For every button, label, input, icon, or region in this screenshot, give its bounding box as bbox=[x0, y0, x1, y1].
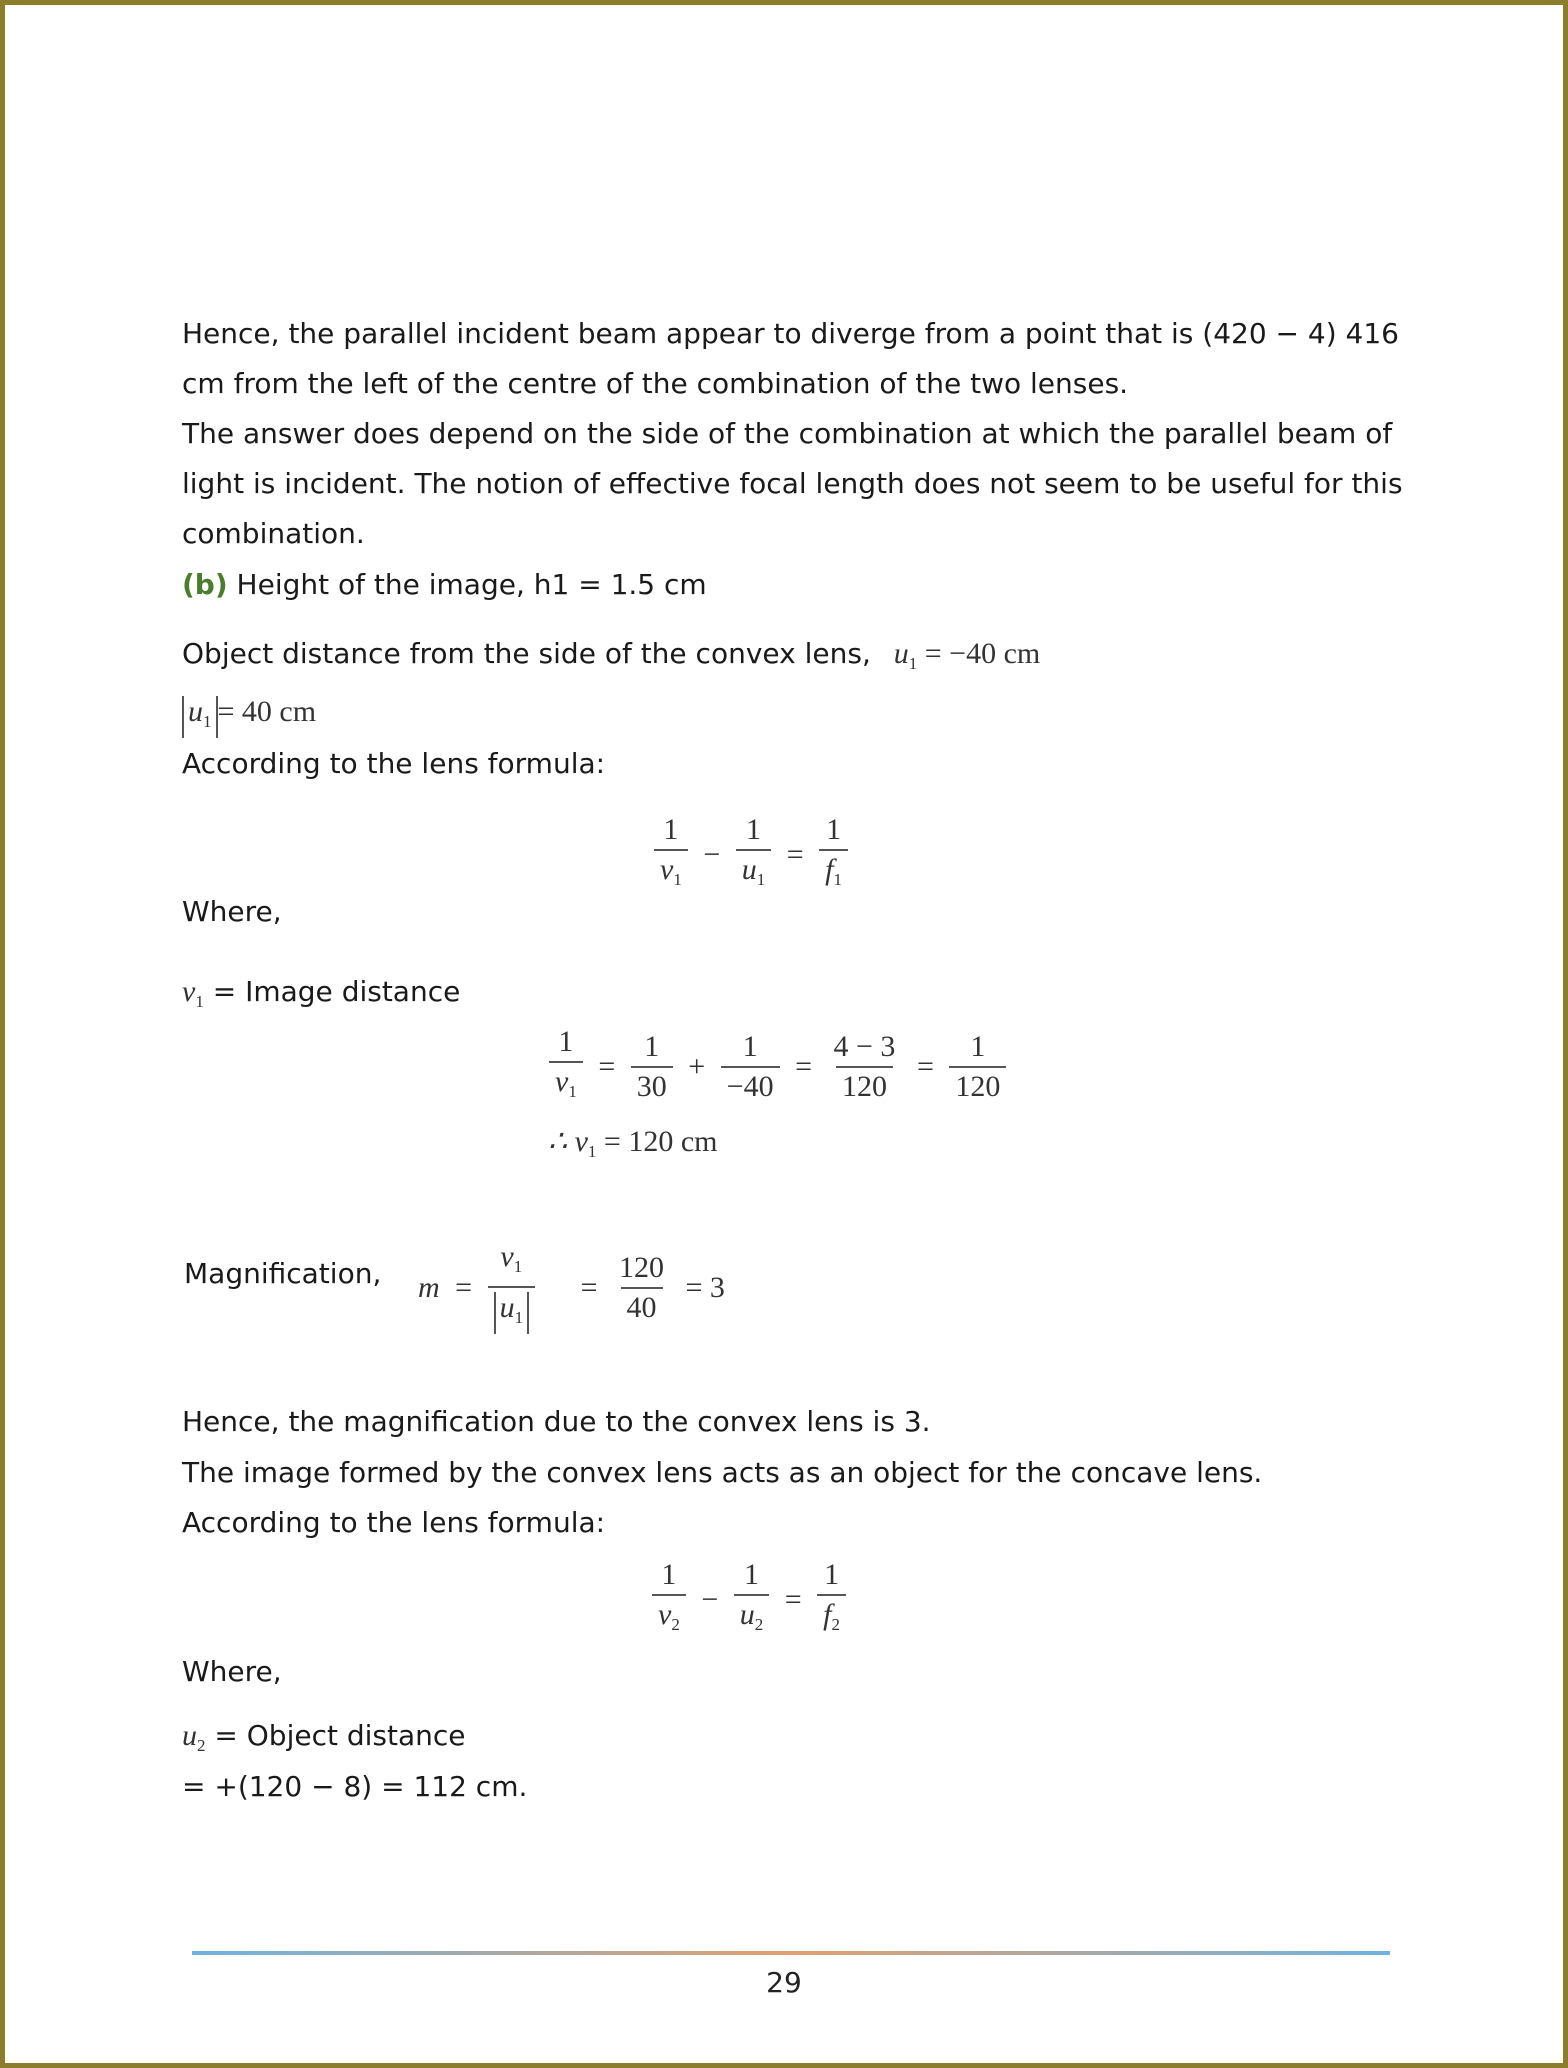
according-lens-formula-2: According to the lens formula: bbox=[182, 1506, 606, 1539]
u1-expression: $u_1 = -40$ cm bbox=[893, 637, 1041, 673]
part-b-label: (b) bbox=[182, 568, 228, 601]
part-b-heading bbox=[182, 567, 707, 603]
v1-calculation: $\frac{1}{v_1}$ = $\frac{1}{30}$ + $\frac{1}{-40}$ = $\frac{4 - 3}{120}$ = $\frac{1}{120}$ bbox=[545, 1027, 1010, 1107]
object-distance-value: = +(120 − 8) = 112 cm. bbox=[182, 1770, 528, 1803]
u2-definition: $u_2$ = Object distance bbox=[182, 1719, 466, 1755]
paragraph-2-line-1: The answer does depend on the side of the combination at which the parallel beam of bbox=[182, 417, 1393, 450]
paragraph-1-line-1: Hence, the parallel incident beam appear to diverge from a point that is (420 − 4) 416 bbox=[182, 317, 1399, 350]
v1-definition: $v_1$ = Image distance bbox=[182, 975, 461, 1011]
according-lens-formula-1: According to the lens formula: bbox=[182, 747, 606, 780]
object-distance-label: = Object distance bbox=[214, 1719, 466, 1752]
paragraph-2-line-3: combination. bbox=[182, 517, 365, 550]
object-distance-text: Object distance from the side of the convex lens, bbox=[182, 637, 871, 670]
image-distance-label: = Image distance bbox=[212, 975, 461, 1008]
object-distance-line bbox=[182, 636, 1040, 682]
page-number: 29 bbox=[766, 1966, 802, 1999]
image-acts-as-object: The image formed by the convex lens acts as an object for the concave lens. bbox=[182, 1456, 1263, 1489]
magnification-formula: m = $\frac{v_1}{u_1}$ = $\frac{120}{40}$ = 3 bbox=[414, 1242, 729, 1334]
paragraph-1-line-2: cm from the left of the centre of the combination of the two lenses. bbox=[182, 367, 1129, 400]
lens-formula-2: $\frac{1}{v_2}$ − $\frac{1}{u_2}$ = $\frac{1}{f_2}$ bbox=[648, 1560, 850, 1640]
magnification-label: Magnification, bbox=[184, 1257, 382, 1290]
lens-formula-1: $\frac{1}{v_1}$ − $\frac{1}{u_1}$ = $\frac{1}{f_1}$ bbox=[650, 815, 852, 895]
footer-divider bbox=[192, 1950, 1390, 1956]
hence-magnification: Hence, the magnification due to the convex lens is 3. bbox=[182, 1405, 931, 1438]
paragraph-2-line-2: light is incident. The notion of effective focal length does not seem to be useful for this bbox=[182, 467, 1403, 500]
v1-result: ∴ $v_1 = 120$ cm bbox=[548, 1125, 718, 1161]
where-label-1: Where, bbox=[182, 895, 282, 928]
where-label-2: Where, bbox=[182, 1655, 282, 1688]
part-b-text: Height of the image, h1 = 1.5 cm bbox=[227, 568, 707, 601]
abs-u1-expression: $u_1 = 40$ cm bbox=[182, 694, 316, 738]
